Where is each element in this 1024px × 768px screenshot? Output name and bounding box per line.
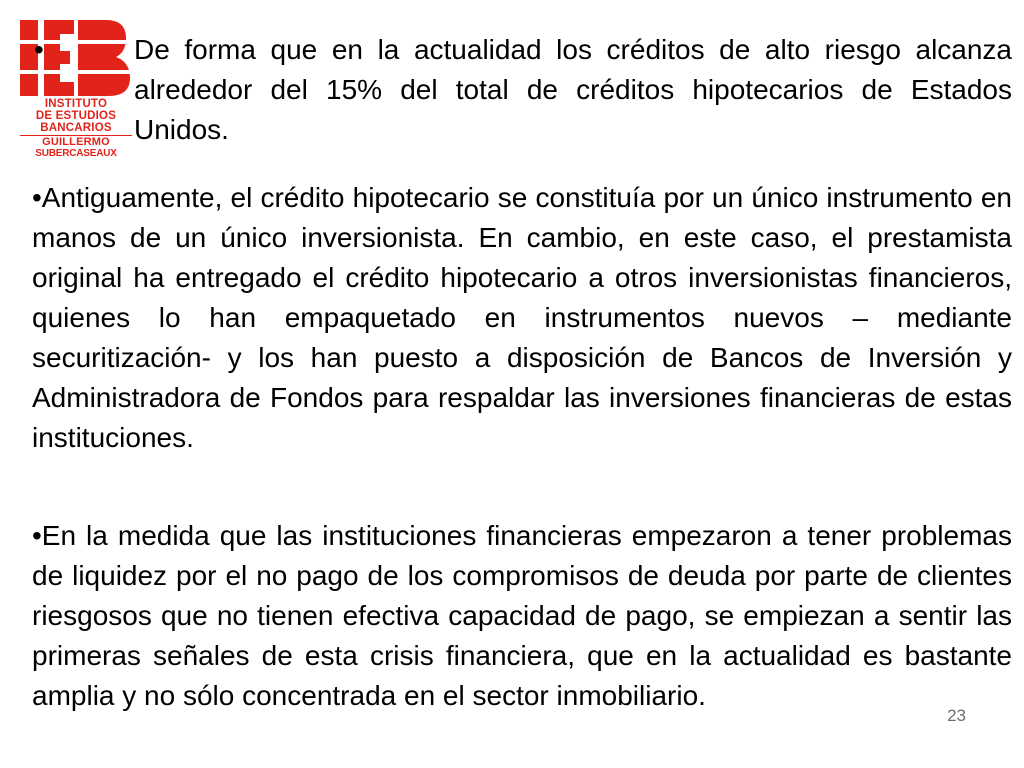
bullet-marker: • (34, 34, 44, 65)
logo-line: DE ESTUDIOS (35, 110, 117, 122)
paragraph-1: De forma que en la actualidad los créditos de alto riesgo alcanza alrededor del 15% del total de créditos hipotecarios de Estados Unidos. (134, 34, 1012, 145)
logo-line: INSTITUTO (44, 98, 108, 110)
paragraph-2: •Antiguamente, el crédito hipotecario se constituía por un único instrumento en manos de un único inversionista. En cambio, en este caso, el prestamista original ha entregado el crédito hipotecario a otros inversionistas financieros, quienes lo han empaquetado en instrumentos nuevos – mediante securitización- y los han puesto a disposición de Bancos de Inversión y Administradora de Fondos para respaldar las inversiones financieras de estas instituciones. (32, 182, 1012, 453)
logo-wordmark (20, 98, 132, 160)
logo-line: BANCARIOS (40, 122, 112, 134)
slide-number: 23 (947, 706, 966, 725)
paragraph-3: •En la medida que las instituciones financieras empezaron a tener problemas de liquidez por el no pago de los compromisos de deuda por parte de clientes riesgosos que no tienen efectiva capacidad de pago, se empiezan a sentir las primeras señales de esta crisis financiera, que en la actualidad es bastante amplia y no sólo concentrada en el sector inmobiliario. (32, 520, 1012, 711)
logo-line: GUILLERMO (20, 135, 132, 148)
logo-line: SUBERCASEAUX (35, 148, 117, 159)
